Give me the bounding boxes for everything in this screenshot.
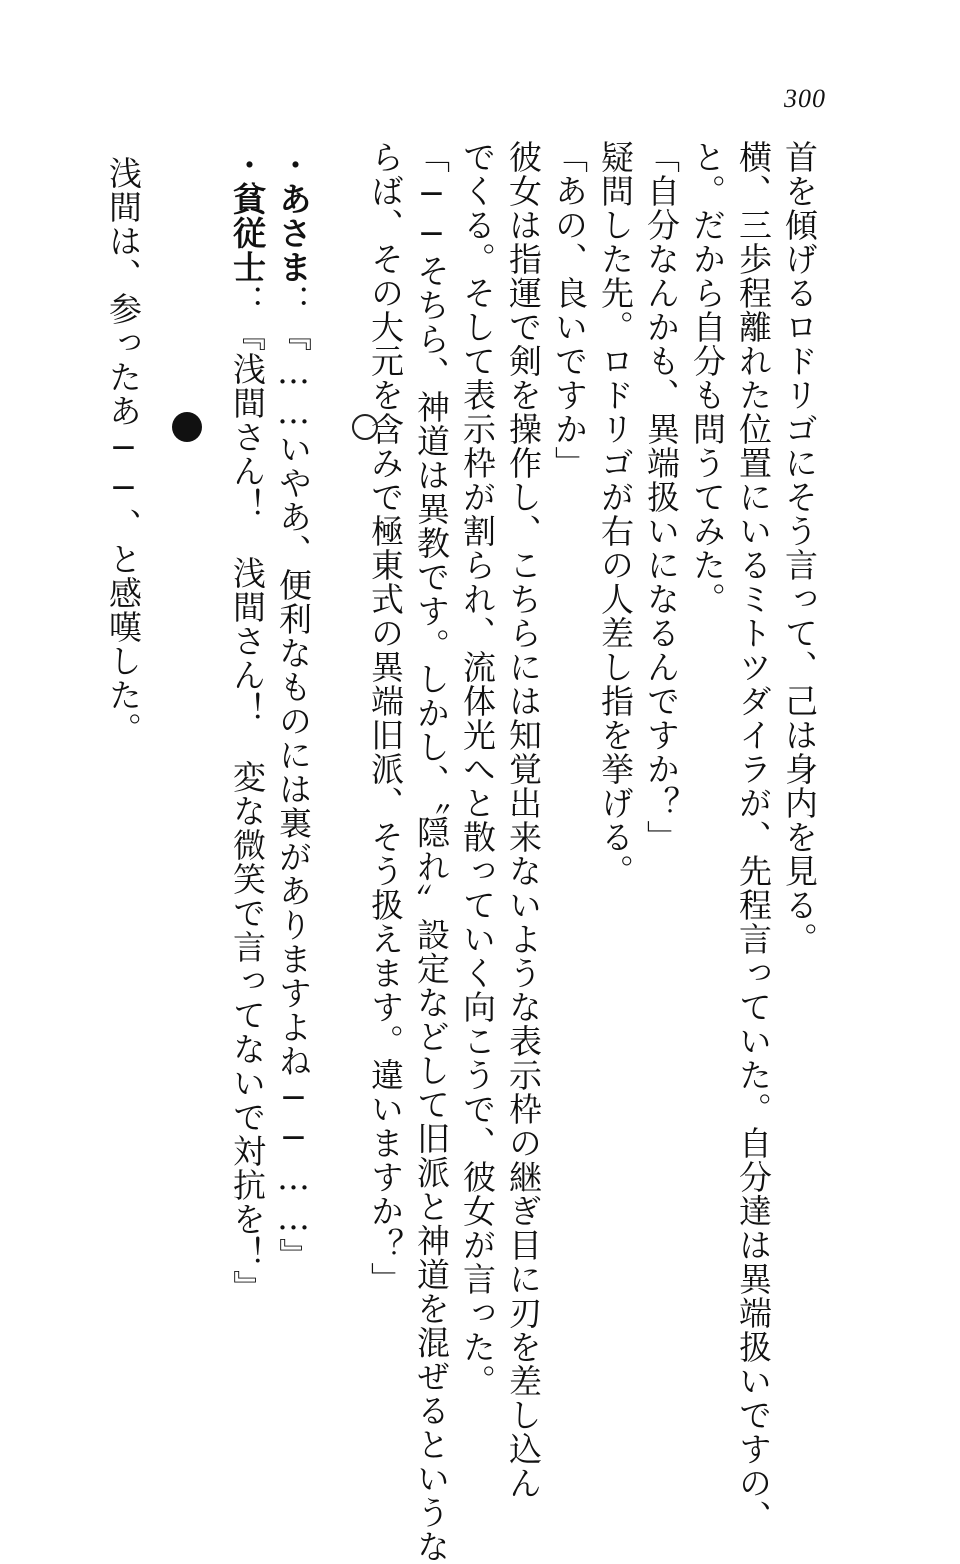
chat-line [224, 148, 270, 1304]
paragraph-line: 首を傾げるロドリゴにそう言って、己は身内を見る。 [780, 140, 819, 956]
paragraph-line: 彼女は指運で剣を操作し、こちらには知覚出来ないような表示枠の継ぎ目に刃を差し込ん [504, 140, 543, 1500]
section-break-filled-circle [172, 412, 202, 442]
chat-speaker: あさま [274, 182, 313, 284]
dialogue-line: 「──そちら、神道は異教です。しかし、〝隠れ〟設定などして旧派と神道を混ぜるというな [412, 140, 451, 1564]
paragraph-line: と。だから自分も問うてみた。 [688, 140, 727, 616]
dialogue-line: 「自分なんかも、異端扱いになるんですか？」 [642, 140, 681, 854]
chat-bullet: ・ [274, 148, 313, 182]
chat-colon: ： [228, 284, 267, 318]
paragraph-line: 疑問した先。ロドリゴが右の人差し指を挙げる。 [596, 140, 635, 888]
chat-bullet: ・ [228, 148, 267, 182]
paragraph-line: でくる。そして表示枠が割られ、流体光へと散っていく向こうで、彼女が言った。 [458, 140, 497, 1398]
closing-line: 浅間は、参ったあ──、と感嘆した。 [104, 156, 143, 746]
paragraph-line: 横、三歩程離れた位置にいるミトツダイラが、先程言っていた。自分達は異端扱いですの、 [734, 140, 773, 1534]
chat-colon: ： [274, 284, 313, 318]
dialogue-line: 「あの、良いですか」 [550, 140, 589, 480]
chat-line [270, 148, 316, 1272]
chat-message: 『浅間さん！ 浅間さん！ 変な微笑で言ってないで対抗を！』 [228, 318, 267, 1304]
chat-message: 『……いやあ、便利なものには裏がありますよね──……』 [274, 318, 313, 1272]
chat-speaker: 貧従士 [228, 182, 267, 284]
paragraph-line: らば、その大元を含みで極東式の異端旧派、そう扱えます。違いますか？」 [366, 140, 405, 1296]
page-number: 300 [784, 84, 826, 113]
section-break-hollow-circle [352, 414, 378, 440]
